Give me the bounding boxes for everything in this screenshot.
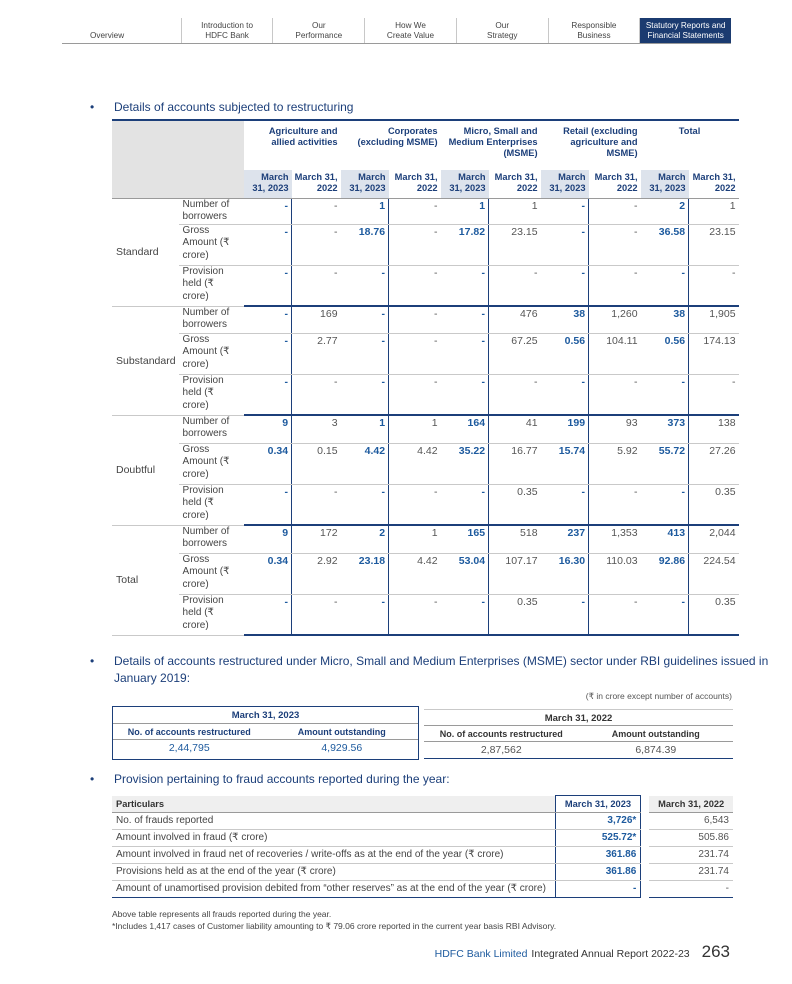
nav-our-performance[interactable]: Our Performance [273,18,365,43]
fraud-gap [641,864,650,881]
value-cell: 2.92 [292,553,341,594]
value-cell: 53.04 [441,553,489,594]
value-cell: - [292,594,341,635]
value-cell: 38 [641,306,689,333]
value-cell: 4.42 [341,443,389,484]
group-msme: Micro, Small and Medium Enterprises (MSME) [441,120,541,170]
value-cell: 138 [689,415,739,443]
table-row [112,265,739,306]
year-header-2022: March 31, 2022 [689,170,739,198]
metric-label: Number of borrowers [179,415,244,443]
value-cell: - [589,484,641,525]
metric-label: Provision held (₹ crore) [179,594,244,635]
value-cell: - [689,265,739,306]
year-header-2022: March 31, 2022 [589,170,641,198]
value-cell: 518 [489,525,541,553]
metric-label: Number of borrowers [179,306,244,333]
value-cell: 1 [341,415,389,443]
value-cell: 92.86 [641,553,689,594]
msme-2022-block [424,709,733,760]
value-cell: 2.77 [292,333,341,374]
value-cell: - [641,594,689,635]
value-cell: 1 [389,525,441,553]
value-cell: 1 [489,198,541,224]
value-cell: - [389,484,441,525]
metric-label: Provision held (₹ crore) [179,374,244,415]
subheader-blank-category [112,170,179,198]
value-cell: - [341,594,389,635]
fraud-cell-v23: 525.72* [555,830,641,847]
value-cell: 1 [689,198,739,224]
value-cell: - [341,306,389,333]
fraud-cell-v22: 231.74 [649,847,733,864]
msme-2023-col-accounts: No. of accounts restructured [127,727,251,737]
value-cell: 1,905 [689,306,739,333]
value-cell: 1,260 [589,306,641,333]
value-cell: 0.34 [244,553,292,594]
value-cell: 35.22 [441,443,489,484]
value-cell: - [244,484,292,525]
value-cell: 0.34 [244,443,292,484]
value-cell: - [541,224,589,265]
section-title: Details of accounts restructured under Micro, Small and Medium Enterprises (MSME) sector under RBI guidelines issued in January 2019: [114,654,769,685]
fraud-note-1: Above table represents all frauds reported during the year. [112,909,332,919]
value-cell: 9 [244,525,292,553]
value-cell: - [244,198,292,224]
category-label: Total [112,525,179,635]
value-cell: - [389,594,441,635]
value-cell: 4.42 [389,553,441,594]
value-cell: - [389,224,441,265]
msme-2023-col-amount: Amount outstanding [297,727,386,737]
value-cell: 2 [641,198,689,224]
value-cell: - [489,265,541,306]
table-row [112,594,739,635]
value-cell: - [292,198,341,224]
msme-2022-accounts-value: 2,87,562 [480,744,522,756]
value-cell: 4.42 [389,443,441,484]
value-cell: 93 [589,415,641,443]
value-cell: 23.15 [689,224,739,265]
table-row [112,415,739,443]
value-cell: - [244,333,292,374]
fraud-col-2023: March 31, 2023 [555,796,641,813]
value-cell: - [589,594,641,635]
table-row [112,333,739,374]
msme-2022-col-amount: Amount outstanding [611,729,700,739]
value-cell: 174.13 [689,333,739,374]
metric-label: Gross Amount (₹ crore) [179,224,244,265]
fraud-row [112,881,733,898]
fraud-cell-v22: 231.74 [649,864,733,881]
value-cell: 41 [489,415,541,443]
fraud-col-gap [641,796,650,813]
value-cell: - [641,374,689,415]
value-cell: - [489,374,541,415]
year-header-2022: March 31, 2022 [292,170,341,198]
value-cell: 23.15 [489,224,541,265]
value-cell: 476 [489,306,541,333]
table-row [112,224,739,265]
value-cell: 0.35 [489,594,541,635]
fraud-cell-v23: 361.86 [555,864,641,881]
restructuring-table [112,119,739,636]
fraud-cell-v23: - [555,881,641,898]
footer-company: HDFC Bank Limited [434,948,528,960]
table-row [112,525,739,553]
fraud-cell-label: No. of frauds reported [112,813,555,830]
value-cell: - [541,198,589,224]
section-fraud-heading [90,771,450,788]
value-cell: - [292,484,341,525]
header-blank-category [112,120,179,170]
value-cell: 2,044 [689,525,739,553]
value-cell: - [389,198,441,224]
fraud-gap [641,881,650,898]
msme-2023-block [112,706,419,760]
value-cell: 9 [244,415,292,443]
value-cell: 36.58 [641,224,689,265]
value-cell: - [541,594,589,635]
section-restructuring-heading [90,99,353,116]
table-row [112,484,739,525]
msme-table [112,706,733,760]
bullet-icon: • [90,772,95,786]
value-cell: 224.54 [689,553,739,594]
category-label: Standard [112,198,179,306]
value-cell: 110.03 [589,553,641,594]
value-cell: 1 [389,415,441,443]
fraud-cell-v22: 505.86 [649,830,733,847]
category-label: Substandard [112,306,179,415]
metric-label: Number of borrowers [179,525,244,553]
value-cell: 3 [292,415,341,443]
fraud-cell-v23: 3,726* [555,813,641,830]
value-cell: - [541,374,589,415]
header-blank-metric [179,120,244,170]
unit-note: (₹ in crore except number of accounts) [585,691,732,701]
value-cell: 0.35 [689,484,739,525]
metric-label: Gross Amount (₹ crore) [179,333,244,374]
section-title: Provision pertaining to fraud accounts reported during the year: [114,772,450,786]
nav-overview[interactable]: Overview [62,18,182,43]
fraud-gap [641,830,650,847]
value-cell: 237 [541,525,589,553]
value-cell: - [441,374,489,415]
value-cell: - [389,265,441,306]
table-row [112,374,739,415]
fraud-row [112,864,733,881]
nav-how-we-create-value[interactable]: How We Create Value [365,18,457,43]
value-cell: - [441,265,489,306]
value-cell: 15.74 [541,443,589,484]
group-retail: Retail (excluding agriculture and MSME) [541,120,641,170]
value-cell: - [441,306,489,333]
table-row [112,198,739,224]
metric-label: Provision held (₹ crore) [179,484,244,525]
section-msme-heading [90,653,792,687]
footer-report: Integrated Annual Report 2022-23 [531,948,690,960]
fraud-cell-label: Amount involved in fraud (₹ crore) [112,830,555,847]
year-header-2023: March 31, 2023 [541,170,589,198]
value-cell: - [541,265,589,306]
value-cell: - [441,484,489,525]
category-label: Doubtful [112,415,179,525]
nav-our-strategy[interactable]: Our Strategy [457,18,549,43]
value-cell: - [589,224,641,265]
fraud-row [112,830,733,847]
value-cell: 0.35 [489,484,541,525]
value-cell: - [589,265,641,306]
value-cell: - [641,484,689,525]
bullet-icon: • [90,654,95,668]
subheader-blank-metric [179,170,244,198]
fraud-gap [641,847,650,864]
value-cell: 27.26 [689,443,739,484]
value-cell: 2 [341,525,389,553]
msme-2023-year: March 31, 2023 [113,707,418,724]
value-cell: 1,353 [589,525,641,553]
value-cell: 373 [641,415,689,443]
value-cell: - [244,594,292,635]
value-cell: 172 [292,525,341,553]
value-cell: 164 [441,415,489,443]
msme-2022-amount-value: 6,874.39 [635,744,677,756]
value-cell: 5.92 [589,443,641,484]
msme-2022-col-accounts: No. of accounts restructured [439,729,563,739]
page-number: 263 [701,942,730,961]
fraud-cell-label: Provisions held as at the end of the year (₹ crore) [112,864,555,881]
bullet-icon: • [90,100,95,114]
msme-2023-amount-value: 4,929.56 [321,742,363,754]
fraud-note-2: *Includes 1,417 cases of Customer liability amounting to ₹ 79.06 crore reported in the current year basis RBI Advisory. [112,921,557,931]
value-cell: - [589,198,641,224]
year-header-2022: March 31, 2022 [489,170,541,198]
nav-statutory-reports[interactable]: Statutory Reports and Financial Statements [640,18,731,43]
metric-label: Number of borrowers [179,198,244,224]
value-cell: - [341,333,389,374]
fraud-cell-v22: - [649,881,733,898]
group-corporates: Corporates (excluding MSME) [341,120,441,170]
year-header-2023: March 31, 2023 [441,170,489,198]
year-header-2023: March 31, 2023 [244,170,292,198]
nav-introduction[interactable]: Introduction to HDFC Bank [182,18,274,43]
year-header-2023: March 31, 2023 [641,170,689,198]
value-cell: 104.11 [589,333,641,374]
value-cell: 1 [341,198,389,224]
value-cell: - [341,374,389,415]
value-cell: - [244,306,292,333]
value-cell: 165 [441,525,489,553]
fraud-row [112,847,733,864]
value-cell: 0.56 [641,333,689,374]
nav-responsible-business[interactable]: Responsible Business [549,18,641,43]
value-cell: - [641,265,689,306]
value-cell: 0.56 [541,333,589,374]
page-footer [435,942,730,962]
value-cell: - [341,265,389,306]
value-cell: 67.25 [489,333,541,374]
value-cell: - [244,265,292,306]
table-row [112,443,739,484]
group-total: Total [641,120,739,170]
value-cell: 16.30 [541,553,589,594]
value-cell: 199 [541,415,589,443]
value-cell: 0.15 [292,443,341,484]
section-title: Details of accounts subjected to restructuring [114,100,354,114]
fraud-table [112,795,733,898]
value-cell: 1 [441,198,489,224]
value-cell: 107.17 [489,553,541,594]
value-cell: - [389,333,441,374]
value-cell: 23.18 [341,553,389,594]
msme-2023-accounts-value: 2,44,795 [168,742,210,754]
value-cell: - [292,224,341,265]
fraud-cell-label: Amount involved in fraud net of recoveries / write-offs as at the end of the year (₹ crore) [112,847,555,864]
value-cell: 169 [292,306,341,333]
value-cell: 17.82 [441,224,489,265]
value-cell: 0.35 [689,594,739,635]
table-row [112,306,739,333]
group-agriculture: Agriculture and allied activities [244,120,341,170]
year-header-2022: March 31, 2022 [389,170,441,198]
msme-2022-year: March 31, 2022 [424,709,733,726]
value-cell: 38 [541,306,589,333]
fraud-cell-label: Amount of unamortised provision debited from “other reserves” as at the end of the year (₹ crore) [112,881,555,898]
fraud-col-particulars: Particulars [112,796,555,813]
fraud-gap [641,813,650,830]
metric-label: Gross Amount (₹ crore) [179,553,244,594]
table-row [112,553,739,594]
fraud-cell-v22: 6,543 [649,813,733,830]
fraud-cell-v23: 361.86 [555,847,641,864]
value-cell: - [441,333,489,374]
value-cell: - [244,374,292,415]
metric-label: Gross Amount (₹ crore) [179,443,244,484]
year-header-2023: March 31, 2023 [341,170,389,198]
top-navigation [62,18,731,44]
value-cell: - [389,306,441,333]
value-cell: 18.76 [341,224,389,265]
value-cell: - [292,374,341,415]
fraud-row [112,813,733,830]
value-cell: - [244,224,292,265]
value-cell: 413 [641,525,689,553]
value-cell: - [292,265,341,306]
value-cell: - [441,594,489,635]
value-cell: - [689,374,739,415]
value-cell: 16.77 [489,443,541,484]
value-cell: - [589,374,641,415]
value-cell: - [341,484,389,525]
metric-label: Provision held (₹ crore) [179,265,244,306]
value-cell: 55.72 [641,443,689,484]
value-cell: - [389,374,441,415]
fraud-col-2022: March 31, 2022 [649,796,733,813]
fraud-notes [112,908,556,932]
value-cell: - [541,484,589,525]
